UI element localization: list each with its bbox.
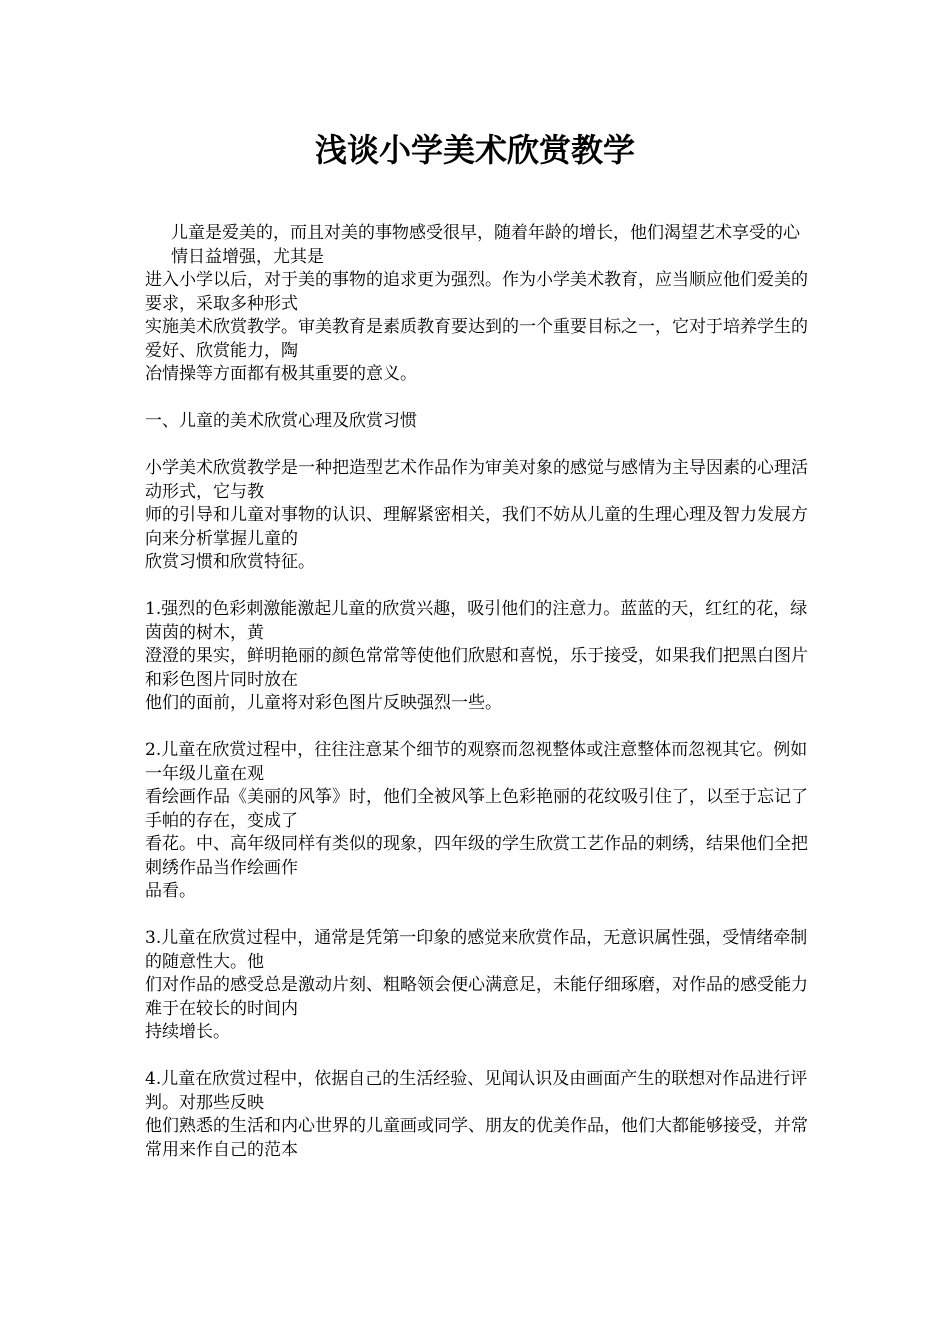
paragraph-point-4 <box>145 1068 810 1162</box>
text-line: 2.儿童在欣赏过程中，往往注意某个细节的观察而忽视整体或注意整体而忽视其它。例如一年级儿童在观 <box>145 740 808 784</box>
text-line: 师的引导和儿童对事物的认识、理解紧密相关，我们不妨从儿童的生理心理及智力发展方向来分析掌握儿童的 <box>145 505 808 549</box>
text-line: 3.儿童在欣赏过程中，通常是凭第一印象的感觉来欣赏作品，无意识属性强，受情绪牵制的随意性大。他 <box>145 928 808 972</box>
text-line: 看花。中、高年级同样有类似的现象，四年级的学生欣赏工艺作品的刺绣，结果他们全把刺绣作品当作绘画作 <box>145 834 808 878</box>
text-line: 一、儿童的美术欣赏心理及欣赏习惯 <box>145 411 417 431</box>
paragraph-point-3 <box>145 927 810 1045</box>
paragraph-intro <box>145 222 810 387</box>
text-line: 1.强烈的色彩刺激能激起儿童的欣赏兴趣，吸引他们的注意力。蓝蓝的天，红红的花，绿茵茵的树木，黄 <box>145 599 808 643</box>
text-line: 看绘画作品《美丽的风筝》时，他们全被风筝上色彩艳丽的花纹吸引住了，以至于忘记了手帕的存在，变成了 <box>145 787 808 831</box>
text-line: 他们熟悉的生活和内心世界的儿童画或同学、朋友的优美作品，他们大都能够接受，并常常用来作自己的范本 <box>145 1116 808 1160</box>
text-line: 持续增长。 <box>145 1022 230 1042</box>
text-line: 小学美术欣赏教学是一种把造型艺术作品作为审美对象的感觉与感情为主导因素的心理活动形式，它与教 <box>145 458 808 502</box>
text-line: 4.儿童在欣赏过程中，依据自己的生活经验、见闻认识及由画面产生的联想对作品进行评判。对那些反映 <box>145 1069 808 1113</box>
paragraph-overview <box>145 457 810 575</box>
text-line: 品看。 <box>145 881 196 901</box>
text-line: 们对作品的感受总是激动片刻、粗略领会便心满意足，未能仔细琢磨，对作品的感受能力难于在较长的时间内 <box>145 975 808 1019</box>
paragraph-point-2 <box>145 739 810 904</box>
document-title: 浅谈小学美术欣赏教学 <box>314 131 635 169</box>
text-line: 欣赏习惯和欣赏特征。 <box>145 552 315 572</box>
paragraph-point-1 <box>145 598 810 716</box>
text-line: 进入小学以后，对于美的事物的追求更为强烈。作为小学美术教育，应当顺应他们爱美的要求，采取多种形式 <box>145 270 808 314</box>
document-body <box>145 222 810 1186</box>
section-heading <box>145 410 810 434</box>
text-line: 实施美术欣赏教学。审美教育是素质教育要达到的一个重要目标之一，它对于培养学生的爱好、欣赏能力，陶 <box>145 317 808 361</box>
text-line: 冶情操等方面都有极其重要的意义。 <box>145 364 417 384</box>
text-line: 澄澄的果实，鲜明艳丽的颜色常常等使他们欣慰和喜悦，乐于接受，如果我们把黑白图片和彩色图片同时放在 <box>145 646 808 690</box>
text-line: 他们的面前，儿童将对彩色图片反映强烈一些。 <box>145 693 502 713</box>
text-line: 儿童是爱美的，而且对美的事物感受很早，随着年龄的增长，他们渴望艺术享受的心情日益增强，尤其是 <box>171 223 800 267</box>
